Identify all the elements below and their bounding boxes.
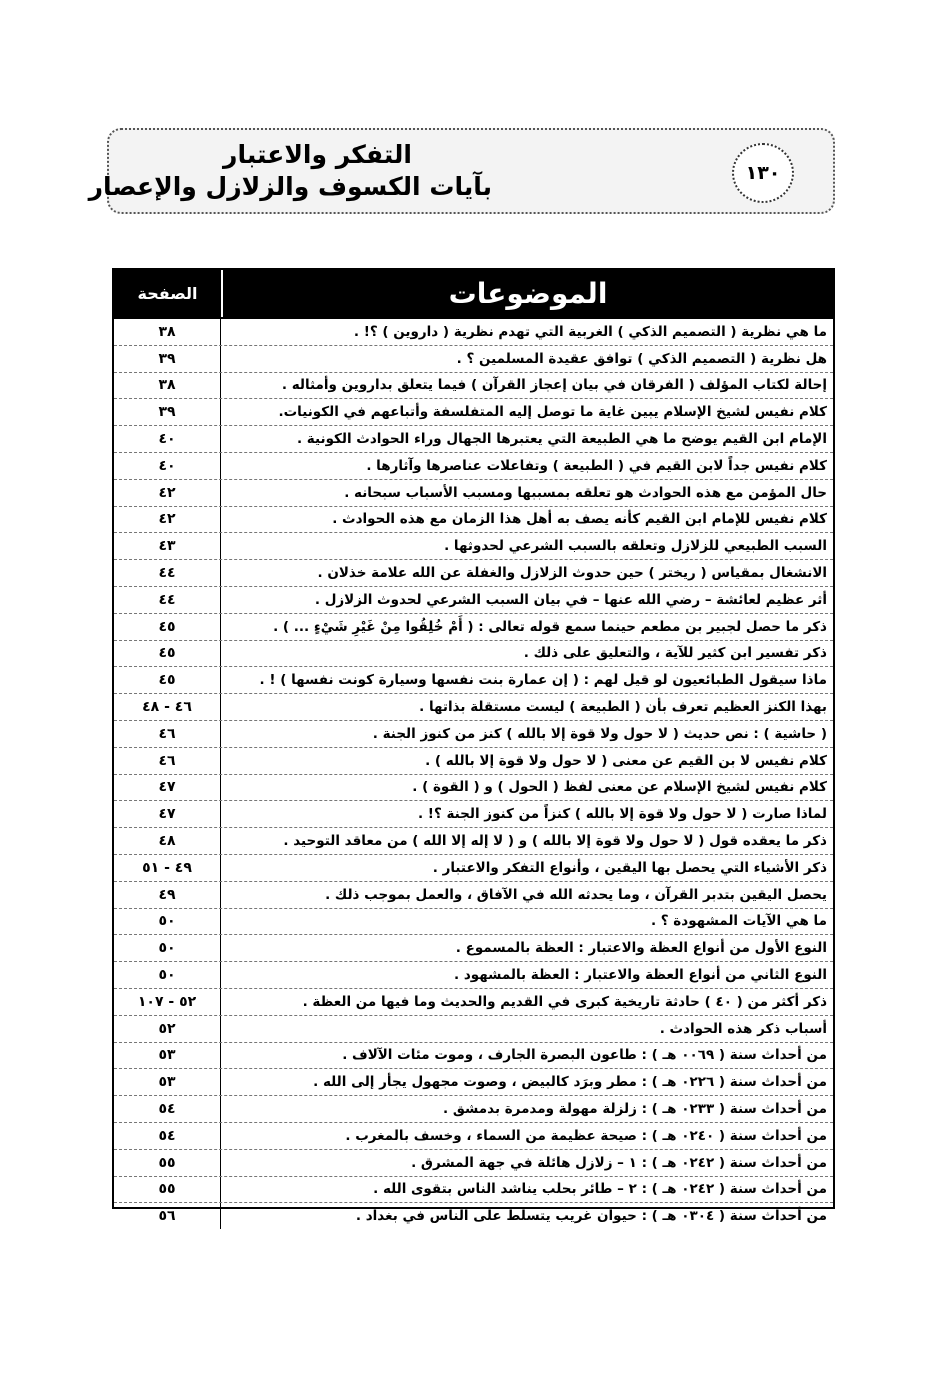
page-ref: ٥٣ [114,1043,221,1069]
page-ref: ٤٣ [114,533,221,559]
page-ref: ٥٢ [114,1016,221,1042]
topic-title: الانشغال بمقياس ( ريختر ) حين حدوث الزلازل والغفلة عن الله علامة خذلان . [317,565,827,582]
table-row [114,1096,833,1123]
table-row [114,882,833,909]
topic-title: كلام نفيس لشيخ الإسلام يبين غاية ما توصل إليه المتفلسفة وأتباعهم في الكونيات. [278,404,827,421]
page-ref: ٤٧ [114,801,221,827]
toc-header-row [114,270,833,319]
topic-title: أسباب ذكر هذه الحوادث . [659,1020,827,1037]
page-ref: ٤٢ [114,480,221,506]
table-row [114,346,833,373]
topic-title: من أحداث سنة ( ٠٢٤٠ هـ ) : صيحة عظيمة من السماء ، وخسف بالمغرب . [345,1127,827,1144]
page-ref: ٥٠ [114,909,221,935]
page-ref: ٤٥ [114,667,221,693]
page-ref: ٤٠ [114,426,221,452]
page-ref: ٤٠ [114,453,221,479]
topic-title: ذكر ما حصل لجبير بن مطعم حينما سمع قوله تعالى : ( أَمْ خُلِقُوا مِنْ غَيْرِ شَيْءٍ ... ) . [273,618,827,635]
table-row [114,748,833,775]
toc-rows [114,319,833,1229]
page-ref: ٥٠ [114,962,221,988]
column-header-topics: الموضوعات [221,270,833,317]
page-ref: ٥٠ [114,935,221,961]
page-ref: ٤٦ [114,748,221,774]
page-ref: ٤٩ [114,882,221,908]
table-row [114,935,833,962]
table-row [114,453,833,480]
table-row [114,373,833,400]
table-row [114,533,833,560]
topic-title: كلام نفيس لشيخ الإسلام عن معنى لفظ ( الحول ) و ( القوة ) . [412,779,827,796]
page-ref: ٤٦ - ٤٨ [114,694,221,720]
topic-title: ذكر تفسير ابن كثير للآية ، والتعليق على ذلك . [523,645,827,662]
page-ref: ٣٨ [114,373,221,399]
table-row [114,828,833,855]
table-row [114,1177,833,1204]
topic-title: ذكر الأشياء التي يحصل بها اليقين ، وأنواع التفكر والاعتبار . [432,859,827,876]
topic-title: لماذا صارت ( لا حول ولا قوة إلا بالله ) كنزاً من كنوز الجنة ؟! . [417,806,827,823]
column-header-pages: الصفحة [137,284,198,303]
page-ref: ٥٦ [114,1203,221,1229]
table-row [114,1043,833,1070]
table-row [114,426,833,453]
page-ref: ٣٨ [114,319,221,345]
topic-title: إحالة لكتاب المؤلف ( الفرقان في بيان إعجاز القرآن ) فيما يتعلق بداروين وأمثاله . [281,377,827,394]
table-row [114,480,833,507]
table-row [114,319,833,346]
page-ref: ٤٨ [114,828,221,854]
table-row [114,1123,833,1150]
page-ref: ٥٥ [114,1150,221,1176]
page-ref: ٤٥ [114,641,221,667]
page-ref: ٤٧ [114,775,221,801]
table-row [114,1016,833,1043]
table-row [114,507,833,534]
page-ref: ٤٤ [114,560,221,586]
table-row [114,1203,833,1229]
topic-title: من أحداث سنة ( ٠٠٦٩ هـ ) : طاعون البصرة الجارف ، وموت مئات الآلاف . [342,1047,827,1064]
page-ref: ٥٤ [114,1123,221,1149]
topic-title: الإمام ابن القيم يوضح ما هي الطبيعة التي يعتبرها الجهال وراء الحوادث الكونية . [296,431,827,448]
topic-title: من أحداث سنة ( ٠٢٤٢ هـ ) : ١ – زلازل هائلة في جهة المشرق . [411,1154,827,1171]
topic-title: حال المؤمن مع هذه الحوادث هو تعلقه بمسببها ومسبب الأسباب سبحانه . [344,484,827,501]
page-ref: ٤٦ [114,721,221,747]
topic-title: ما هي الآيات المشهودة ؟ . [650,913,827,930]
topic-title: بهذا الكنز العظيم تعرف بأن ( الطبيعة ) ليست مستقلة بذاتها . [419,699,827,716]
page-ref: ٥٣ [114,1069,221,1095]
table-row [114,989,833,1016]
topic-title: النوع الثاني من أنواع العظة والاعتبار : العظة بالمشهود . [453,967,827,984]
table-row [114,641,833,668]
table-row [114,721,833,748]
table-row [114,1150,833,1177]
page-ref: ٣٩ [114,346,221,372]
table-row [114,614,833,641]
page-ref: ٤٥ [114,614,221,640]
table-row [114,801,833,828]
topic-title: ذكر أكثر من ( ٤٠ ) حادثة تاريخية كبرى في القديم والحديث وما فيها من العظة . [302,993,827,1010]
book-title: التفكر والاعتبار [223,140,412,169]
toc-table [112,268,835,1225]
page-number: ١٣٠ [732,143,794,203]
topic-title: أثر عظيم لعائشة – رضي الله عنها – في بيان السبب الشرعي لحدوث الزلازل . [314,591,827,608]
topic-title: كلام نفيس للإمام ابن القيم كأنه يصف به أهل هذا الزمان مع هذه الحوادث . [332,511,827,528]
topic-title: كلام نفيس لا بن القيم عن معنى ( لا حول ولا قوة إلا بالله ) . [425,752,827,769]
topic-title: ذكر ما يعقده قول ( لا حول ولا قوة إلا بالله ) و ( لا إله إلا الله ) من معاقد التوحيد . [283,833,827,850]
table-row [114,667,833,694]
topic-title: ما هي نظرية ( التصميم الذكي ) الغربية التي تهدم نظرية ( داروين ) ؟! . [353,323,827,340]
page-ref: ٥٥ [114,1177,221,1203]
table-row [114,855,833,882]
table-row [114,909,833,936]
page-ref: ٥٢ - ١٠٧ [114,989,221,1015]
page-ref: ٤٢ [114,507,221,533]
table-row [114,1069,833,1096]
page-ref: ٥٤ [114,1096,221,1122]
table-row [114,962,833,989]
table-row [114,399,833,426]
topic-title: من أحداث سنة ( ٠٢٢٦ هـ ) : مطر وبرَد كالبيض ، وصوت مجهول يجأر إلى الله . [313,1074,827,1091]
table-row [114,775,833,802]
topic-title: من أحداث سنة ( ٠٣٠٤ هـ ) : حيوان غريب يتسلط على الناس في بغداد . [355,1208,827,1225]
topic-title: النوع الأول من أنواع العظة والاعتبار : العظة بالمسموع . [455,940,827,957]
topic-title: كلام نفيس جداً لابن القيم في ( الطبيعة ) وتفاعلات عناصرها وآثارها . [366,457,827,474]
topic-title: هل نظرية ( التصميم الذكي ) توافق عقيدة المسلمين ؟ . [456,350,827,367]
table-row [114,587,833,614]
topic-title: ماذا سيقول الطبائعيون لو قيل لهم : ( إن عمارة بنت نفسها وسيارة كونت نفسها ) ! . [259,672,827,689]
table-row [114,560,833,587]
book-subtitle: بآيات الكسوف والزلازل والإعصار [88,172,492,201]
page-ref: ٤٩ - ٥١ [114,855,221,881]
topic-title: من أحداث سنة ( ٠٢٣٣ هـ ) : زلزلة مهولة ومدمرة بدمشق . [443,1101,827,1117]
topic-title: ( حاشية ) : نص حديث ( لا حول ولا قوة إلا بالله ) كنز من كنوز الجنة . [372,725,827,742]
topic-title: يحصل اليقين بتدبر القرآن ، وما يحدثه الله في الآفاق ، والعمل بموجب ذلك . [325,886,827,903]
topic-title: السبب الطبيعي للزلازل وتعلقه بالسبب الشرعي لحدوثها . [444,538,827,555]
page-ref: ٣٩ [114,399,221,425]
topic-title: من أحداث سنة ( ٠٢٤٢ هـ ) : ٢ – طائر بحلب يناشد الناس بتقوى الله . [373,1181,827,1198]
table-row [114,694,833,721]
page-ref: ٤٤ [114,587,221,613]
